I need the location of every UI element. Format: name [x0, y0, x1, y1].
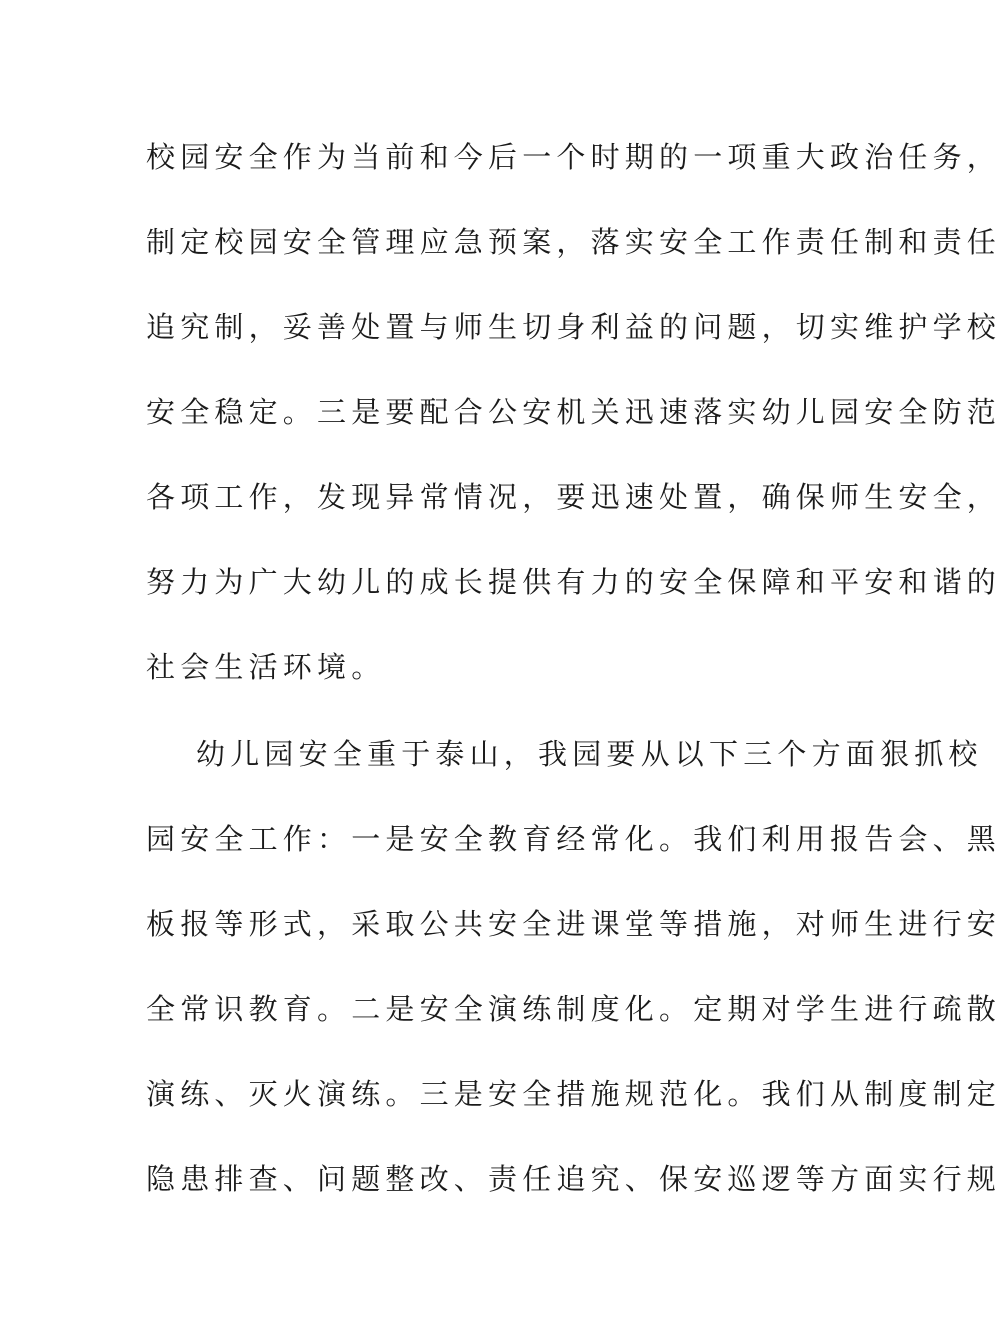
text-line: 隐患排查、问题整改、责任追究、保安巡逻等方面实行规	[146, 1162, 1001, 1196]
text-line: 社会生活环境。	[146, 650, 386, 684]
text-line: 板报等形式，采取公共安全进课堂等措施，对师生进行安	[146, 907, 1001, 941]
text-line: 努力为广大幼儿的成长提供有力的安全保障和平安和谐的	[146, 565, 1001, 599]
text-line: 各项工作，发现异常情况，要迅速处置，确保师生安全，	[146, 480, 1001, 514]
text-line: 演练、灭火演练。三是安全措施规范化。我们从制度制定	[146, 1077, 1001, 1111]
text-line: 园安全工作：一是安全教育经常化。我们利用报告会、黑	[146, 822, 1001, 856]
text-line: 全常识教育。二是安全演练制度化。定期对学生进行疏散	[146, 992, 1001, 1026]
text-line: 追究制，妥善处置与师生切身利益的问题，切实维护学校	[146, 310, 1001, 344]
text-line: 幼儿园安全重于泰山，我园要从以下三个方面狠抓校	[196, 737, 983, 771]
text-line: 安全稳定。三是要配合公安机关迅速落实幼儿园安全防范	[146, 395, 1001, 429]
text-line: 校园安全作为当前和今后一个时期的一项重大政治任务，	[146, 140, 1001, 174]
text-line: 制定校园安全管理应急预案，落实安全工作责任制和责任	[146, 225, 1001, 259]
